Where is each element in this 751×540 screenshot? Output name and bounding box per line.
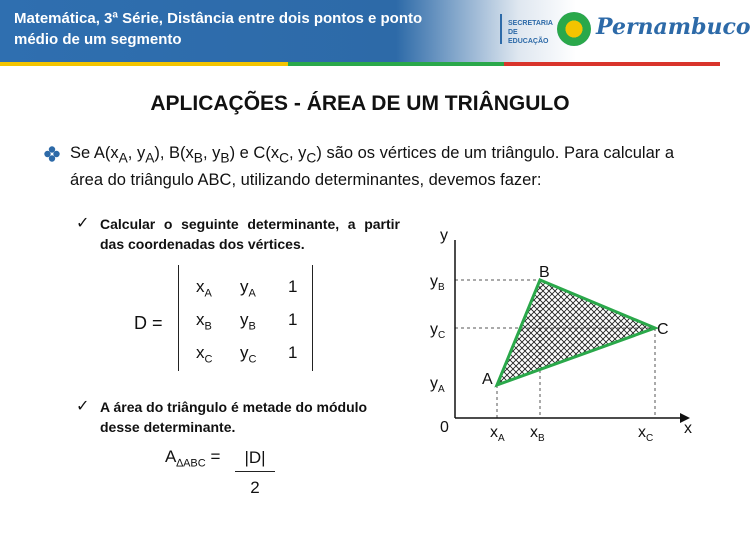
determinant-label: D = bbox=[134, 313, 163, 333]
det-cell: $x_B$ bbox=[196, 310, 212, 333]
x-axis-label: x bbox=[684, 420, 692, 437]
fraction-denominator: 2 bbox=[250, 478, 260, 497]
slide-title: APLICAÇÕES - ÁREA DE UM TRIÂNGULO bbox=[150, 92, 570, 115]
sub-bullet-2: A área do triângulo é metade do módulo desse determinante. bbox=[100, 399, 368, 435]
fraction-numerator: |D| bbox=[244, 448, 266, 467]
vertex-b-label: B bbox=[539, 264, 550, 281]
x-tick-xa: $x_A$ bbox=[490, 424, 505, 444]
x-tick-xb: $x_B$ bbox=[530, 424, 545, 444]
sub-bullet-1: Calcular o seguinte determinante, a partir das coordenadas dos vértices. bbox=[100, 216, 400, 252]
det-cell: 1 bbox=[288, 343, 298, 362]
main-bullet-text: Se $A(x_A$, $y_A$), $B(x_B$, $y_B$) e $C(x_C$, $y_C$) são os vértices de um triângulo. Para calcular a área do triângulo ABC, utilizando determinantes, devemos fazer: bbox=[70, 144, 675, 190]
y-axis-label: y bbox=[440, 227, 448, 244]
x-tick-xc: $x_C$ bbox=[638, 424, 654, 444]
check-icon: ✓ bbox=[76, 398, 90, 415]
vertex-a-label: A bbox=[482, 371, 493, 388]
area-formula-lhs: $A_{\Delta ABC}$ = bbox=[165, 447, 221, 470]
vertex-c-label: C bbox=[657, 321, 669, 338]
det-cell: $x_A$ bbox=[196, 277, 212, 300]
det-cell: $y_A$ bbox=[240, 277, 256, 300]
det-cell: 1 bbox=[288, 310, 298, 329]
y-tick-ya: $y_A$ bbox=[430, 375, 445, 395]
brand-logo: Pernambuco bbox=[596, 14, 751, 40]
check-icon: ✓ bbox=[76, 215, 90, 232]
origin-label: 0 bbox=[440, 419, 449, 436]
y-tick-yc: $y_C$ bbox=[430, 321, 446, 341]
secretaria-logo-text: SECRETARIA DE EDUCAÇÃO bbox=[508, 20, 553, 45]
det-cell: $y_B$ bbox=[240, 310, 256, 333]
y-tick-yb: $y_B$ bbox=[430, 273, 445, 293]
header-title: Matemática, 3ª Série, Distância entre dois pontos e ponto médio de um segmento bbox=[14, 10, 423, 48]
det-cell: $y_C$ bbox=[240, 343, 257, 366]
det-cell: 1 bbox=[288, 277, 298, 296]
det-cell: $x_C$ bbox=[196, 343, 213, 366]
triangle-abc bbox=[497, 280, 655, 385]
